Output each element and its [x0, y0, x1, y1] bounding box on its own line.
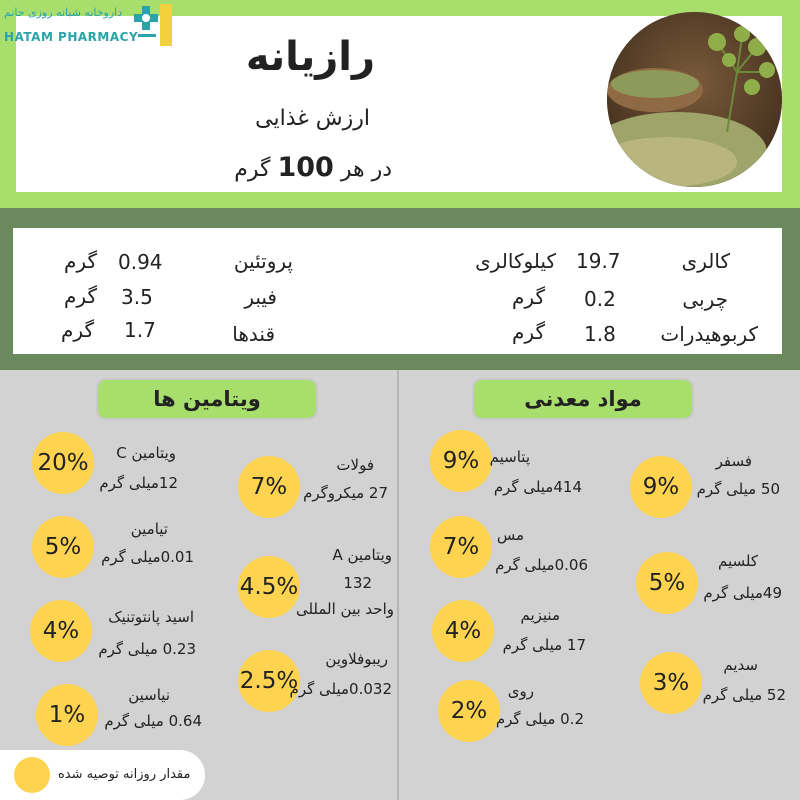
mineral-value-potassium: 414میلی گرم: [493, 478, 582, 496]
macro-value-calories: 19.7: [576, 249, 621, 273]
mineral-value-calcium: 49میلی گرم: [703, 584, 782, 602]
mineral-value-magnesium: 17 میلی گرم: [502, 636, 586, 654]
fennel-photo: [607, 12, 782, 187]
vitamin-pct-niacin: 1%: [36, 684, 98, 746]
macro-value-fiber: 3.5: [121, 285, 153, 309]
vitamin-pct-thiamine: 5%: [32, 516, 94, 578]
mineral-pct-sodium: 3%: [640, 652, 702, 714]
mineral-name-phosphorus: فسفر: [715, 452, 752, 470]
vitamin-value-riboflavin: 0.032میلی گرم: [289, 680, 392, 698]
vitamin-name-riboflavin: ریبوفلاوین: [325, 650, 388, 668]
mineral-pct-copper: 7%: [430, 516, 492, 578]
mineral-name-sodium: سدیم: [723, 656, 758, 674]
page-title: رازیانه: [245, 34, 375, 80]
vitamin-value-pantothenic: 0.23 میلی گرم: [98, 640, 196, 658]
macro-unit-calories: کیلوکالری: [475, 249, 556, 273]
vitamin-value-niacin: 0.64 میلی گرم: [104, 712, 202, 730]
vitamin-pct-c: 20%: [32, 432, 94, 494]
logo-name-en: HATAM PHARMACY: [4, 30, 139, 44]
vitamin-pct-pantothenic: 4%: [30, 600, 92, 662]
mineral-value-zinc: 0.2 میلی گرم: [495, 710, 584, 728]
macro-unit-carbs: گرم: [512, 320, 545, 344]
mineral-value-phosphorus: 50 میلی گرم: [696, 480, 780, 498]
subtitle: ارزش غذایی: [255, 106, 370, 131]
vitamin-pct-folate: 7%: [238, 456, 300, 518]
vitamin-name-c: ویتامین C: [116, 444, 176, 462]
mineral-name-potassium: پتاسیم: [489, 448, 530, 466]
macro-label-protein: پروتئین: [233, 249, 293, 273]
pharmacy-logo: [0, 0, 180, 50]
mineral-pct-calcium: 5%: [636, 552, 698, 614]
mineral-pct-potassium: 9%: [430, 430, 492, 492]
minerals-heading: مواد معدنی: [472, 378, 694, 420]
vitamin-name-a: ویتامین A: [332, 546, 392, 564]
fennel-image: [607, 12, 782, 187]
mineral-name-copper: مس: [496, 526, 524, 544]
per-serving: [234, 152, 392, 183]
vitamin-value-c: 12میلی گرم: [99, 474, 178, 492]
macro-value-fat: 0.2: [584, 287, 616, 311]
vitamins-heading: ویتامین ها: [96, 378, 318, 420]
mineral-value-copper: 0.06میلی گرم: [495, 556, 588, 574]
macro-label-fiber: فیبر: [244, 285, 277, 309]
per-amount: 100: [277, 152, 334, 183]
vitamin-pct-a: 4.5%: [238, 556, 300, 618]
mineral-pct-zinc: 2%: [438, 680, 500, 742]
mineral-value-sodium: 52 میلی گرم: [702, 686, 786, 704]
per-unit: گرم: [234, 157, 271, 182]
macro-label-sugars: قندها: [232, 322, 275, 346]
vitamin-pct-riboflavin: 2.5%: [238, 650, 300, 712]
mineral-pct-magnesium: 4%: [432, 600, 494, 662]
macro-value-protein: 0.94: [118, 250, 163, 274]
vitamin-value-thiamine: 0.01میلی گرم: [101, 548, 194, 566]
mineral-name-zinc: روی: [507, 682, 534, 700]
mineral-name-calcium: کلسیم: [718, 552, 758, 570]
vitamin-name-niacin: نیاسین: [128, 686, 170, 704]
vitamin-name-pantothenic: اسید پانتوتنیک: [108, 608, 194, 626]
macro-unit-sugars: گرم: [61, 318, 94, 342]
macro-unit-fat: گرم: [512, 285, 545, 309]
legend-swatch: [14, 757, 50, 793]
vitamin-name-folate: فولات: [336, 456, 374, 474]
vitamin-value-a: 132: [343, 574, 372, 592]
macro-value-sugars: 1.7: [124, 318, 156, 342]
mineral-name-magnesium: منیزیم: [520, 606, 560, 624]
vitamin-value-folate: 27 میکروگرم: [303, 484, 388, 502]
column-divider: [397, 370, 399, 800]
macro-label-carbs: کربوهیدرات: [660, 322, 758, 346]
vitamin-name-thiamine: تیامین: [130, 520, 168, 538]
macro-unit-fiber: گرم: [64, 284, 97, 308]
per-prefix: در هر: [340, 157, 392, 182]
macro-unit-protein: گرم: [64, 249, 97, 273]
macro-value-carbs: 1.8: [584, 322, 616, 346]
macro-label-calories: کالری: [681, 249, 730, 273]
macro-label-fat: چربی: [682, 287, 728, 311]
vitamin-unit-a: واحد بین المللی: [295, 600, 394, 618]
mineral-pct-phosphorus: 9%: [630, 456, 692, 518]
pharmacy-cross-icon: [132, 4, 172, 46]
logo-name-fa: داروخانه شبانه روزی حاتم: [4, 6, 123, 19]
legend-text: مقدار روزانه توصیه شده: [58, 767, 191, 782]
